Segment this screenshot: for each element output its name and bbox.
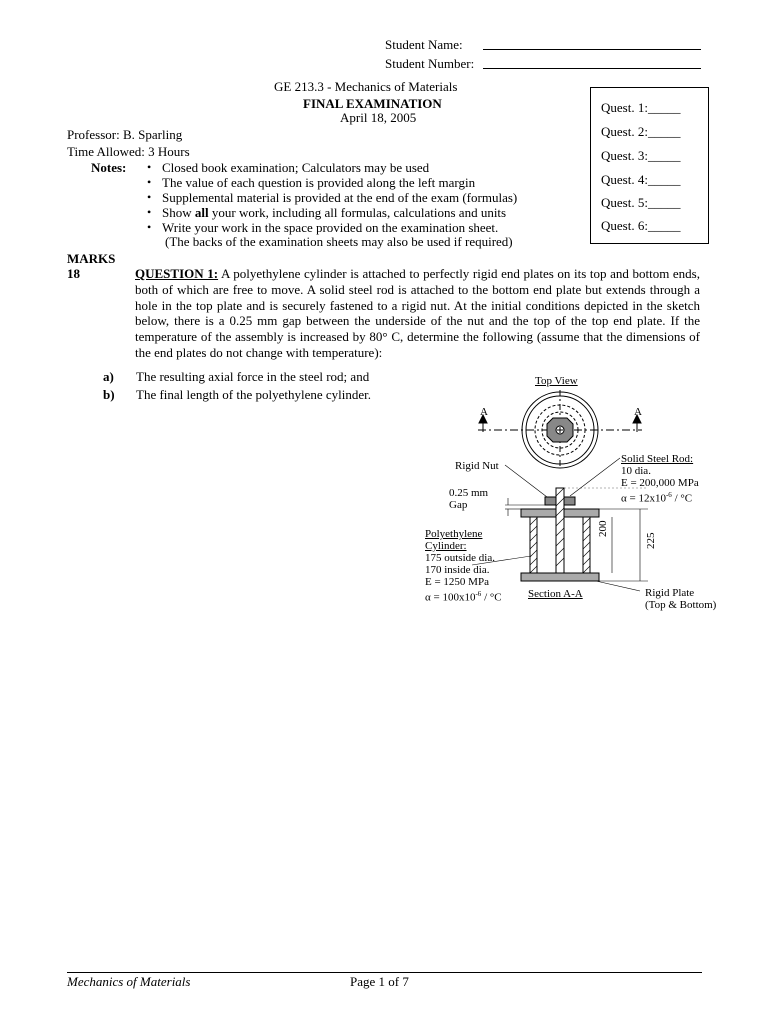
notes-label: Notes: <box>91 160 127 175</box>
steel-rod-alpha: $\alpha = 12x10^{-6} / ^\circ C$ <box>621 491 693 505</box>
poly-inside-dia: 170 inside dia. <box>425 564 490 576</box>
steel-rod-dia: 10 dia. <box>621 465 651 477</box>
student-name-label: Student Name: <box>385 37 463 52</box>
note-2: The value of each question is provided along the left margin <box>162 175 476 190</box>
note-3: Supplemental material is provided at the end of the exam (formulas) <box>162 190 518 205</box>
rigid-plate-label-2: (Top & Bottom) <box>645 599 717 611</box>
bullet-icon: • <box>147 160 152 174</box>
poly-outside-dia: 175 outside dia. <box>425 552 495 564</box>
steel-rod-title: Solid Steel Rod: <box>621 453 694 465</box>
footer-course: Mechanics of Materials <box>67 974 191 989</box>
rigid-nut-label: Rigid Nut <box>455 460 499 472</box>
question-1-text: QUESTION 1: A polyethylene cylinder is attached to perfectly rigid end plates on its top and bottom ends, both of which are free to move. A solid steel rod is attached to the bottom end plate but extends through a hole in the top plate and is securely fastened to a rigid nut. At the initial conditions depicted in the sketch below, there is a 0.25 mm gap between the underside of the nut and the top of the top end plate. If the temperature of the assembly is increased by 80° C, determine the following (assume that the dimensions of the end plates do not change with temperature): <box>135 266 700 360</box>
student-number-label: Student Number: <box>385 56 475 71</box>
poly-modulus: E = 1250 MPa <box>425 576 489 588</box>
section-mark-right: A <box>634 406 642 418</box>
marks-label: MARKS <box>67 251 116 266</box>
dim-225: 225 <box>645 532 657 549</box>
gap-label-1: 0.25 mm <box>449 487 489 499</box>
score-q3[interactable]: Quest. 3:_____ <box>601 148 681 163</box>
marks-value: 18 <box>67 266 80 281</box>
score-q1[interactable]: Quest. 1:_____ <box>601 100 681 115</box>
bullet-icon: • <box>147 175 152 189</box>
note-1: Closed book examination; Calculators may be used <box>162 160 430 175</box>
part-a-label: a) <box>103 369 114 384</box>
note-5: Write your work in the space provided on the examination sheet. <box>162 220 499 235</box>
score-q5[interactable]: Quest. 5:_____ <box>601 195 681 210</box>
score-q6[interactable]: Quest. 6:_____ <box>601 218 681 233</box>
section-aa-label: Section A-A <box>528 588 583 600</box>
top-view <box>478 390 642 468</box>
exam-date: April 18, 2005 <box>340 110 417 125</box>
time-allowed: Time Allowed: 3 Hours <box>67 144 190 159</box>
footer-rule <box>67 972 702 973</box>
gap-label-2: Gap <box>449 499 468 511</box>
poly-title-1: Polyethylene <box>425 528 483 540</box>
bullet-icon: • <box>147 190 152 204</box>
score-q2[interactable]: Quest. 2:_____ <box>601 124 681 139</box>
bullet-icon: • <box>147 205 152 219</box>
top-view-label: Top View <box>535 375 578 387</box>
exam-title: FINAL EXAMINATION <box>303 96 442 111</box>
score-q4[interactable]: Quest. 4:_____ <box>601 172 681 187</box>
part-a-text: The resulting axial force in the steel rod; and <box>136 369 370 384</box>
part-b-label: b) <box>103 387 115 402</box>
dim-200: 200 <box>597 520 609 537</box>
professor: Professor: B. Sparling <box>67 127 183 142</box>
footer-page: Page 1 of 7 <box>350 974 409 989</box>
poly-alpha: $\alpha = 100x10^{-6} / ^\circ C$ <box>425 590 502 604</box>
note-4: Show all your work, including all formulas, calculations and units <box>162 205 507 220</box>
steel-rod-modulus: E = 200,000 MPa <box>621 477 699 489</box>
section-mark-left: A <box>480 406 488 418</box>
bullet-icon: • <box>147 220 152 234</box>
note-5-continued: (The backs of the examination sheets may also be used if required) <box>165 234 513 249</box>
poly-title-2: Cylinder: <box>425 540 467 552</box>
part-b-text: The final length of the polyethylene cylinder. <box>136 387 372 402</box>
course-title: GE 213.3 - Mechanics of Materials <box>274 79 458 94</box>
rigid-plate-label-1: Rigid Plate <box>645 587 695 599</box>
